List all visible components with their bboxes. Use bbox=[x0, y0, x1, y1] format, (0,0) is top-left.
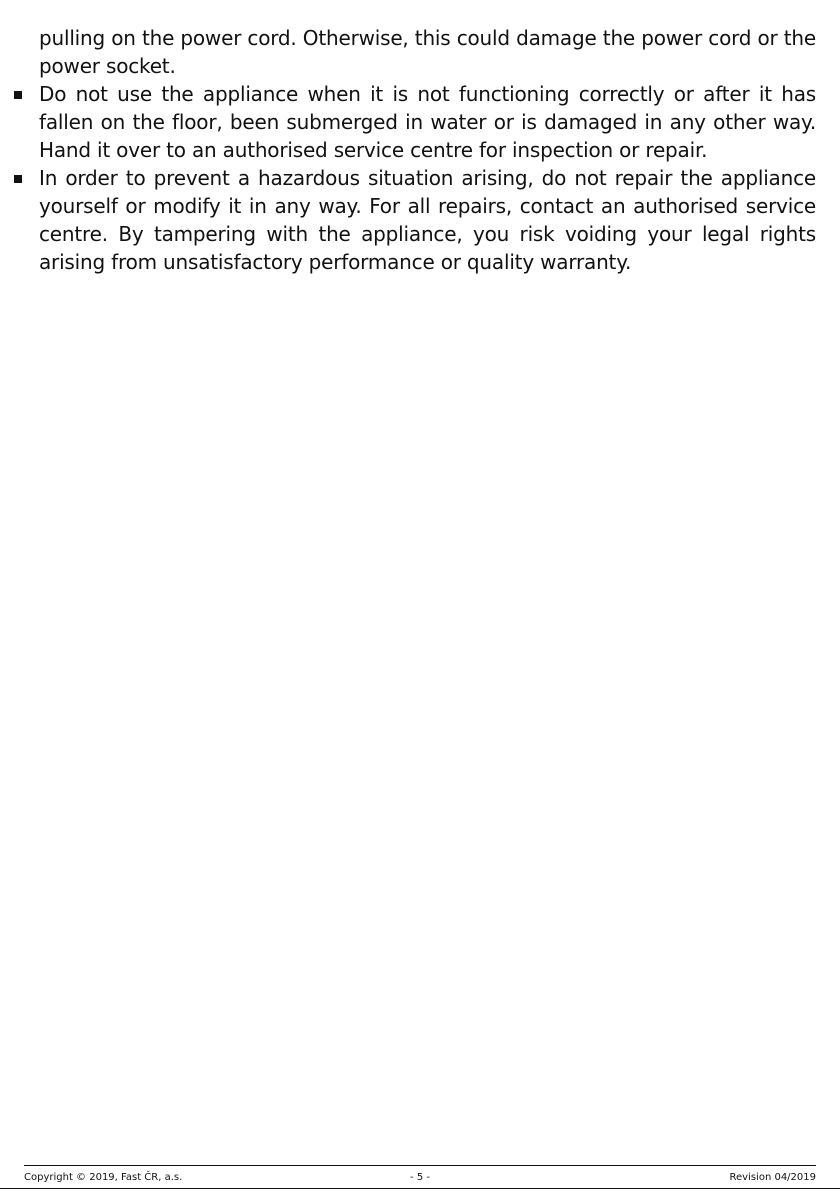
bullet-item bbox=[0, 80, 816, 164]
bullet-text: Do not use the appliance when it is not functioning correctly or after it has fallen on the floor, been submerged in water or is damaged in any other way. Hand it over to an authorised service centre for inspection or repair. bbox=[39, 82, 816, 162]
footer-page-number: - 5 - bbox=[410, 1172, 430, 1183]
bullet-item bbox=[0, 164, 816, 276]
bullet-text: In order to prevent a hazardous situation arising, do not repair the appliance yourself or modify it in any way. For all repairs, contact an authorised service centre. By tampering with the appliance, you risk voiding your legal rights arising from unsatisfactory performance or quality warranty. bbox=[39, 166, 816, 274]
footer-revision: Revision 04/2019 bbox=[729, 1172, 816, 1183]
document-body bbox=[0, 24, 840, 276]
square-bullet-icon bbox=[14, 91, 22, 99]
continuation-paragraph: pulling on the power cord. Otherwise, this could damage the power cord or the power socket. bbox=[39, 26, 816, 78]
page-footer bbox=[24, 1165, 816, 1188]
footer-bottom-rule bbox=[0, 1188, 840, 1189]
footer-copyright: Copyright © 2019, Fast ČR, a.s. bbox=[24, 1172, 183, 1183]
square-bullet-icon bbox=[14, 175, 22, 183]
